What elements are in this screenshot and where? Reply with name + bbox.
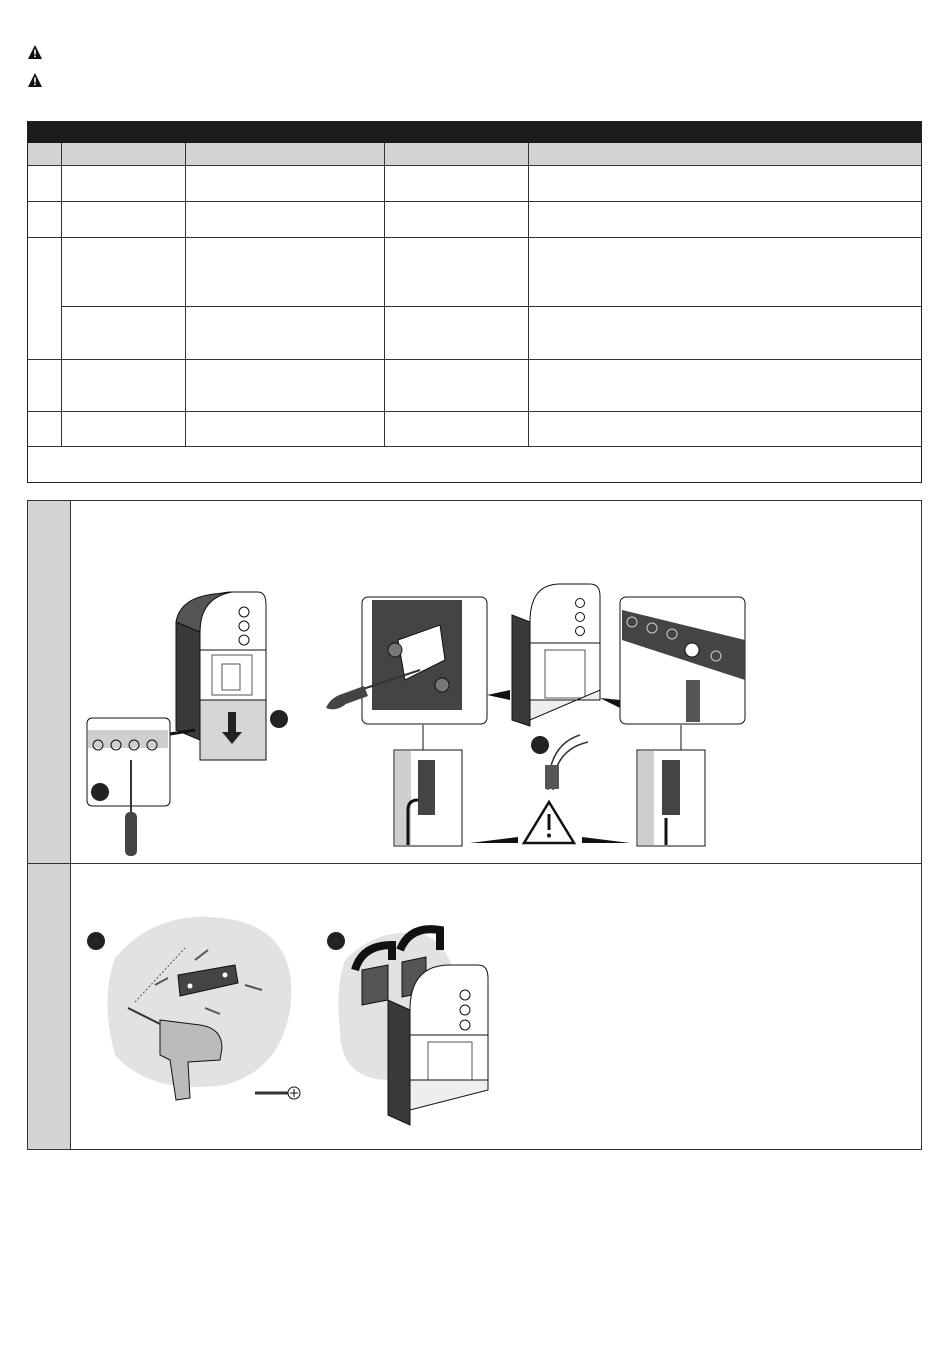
callout-badge	[87, 932, 105, 950]
mounting-illustration	[327, 929, 488, 1125]
callout-badge	[327, 932, 345, 950]
screw-icon	[255, 1087, 300, 1099]
